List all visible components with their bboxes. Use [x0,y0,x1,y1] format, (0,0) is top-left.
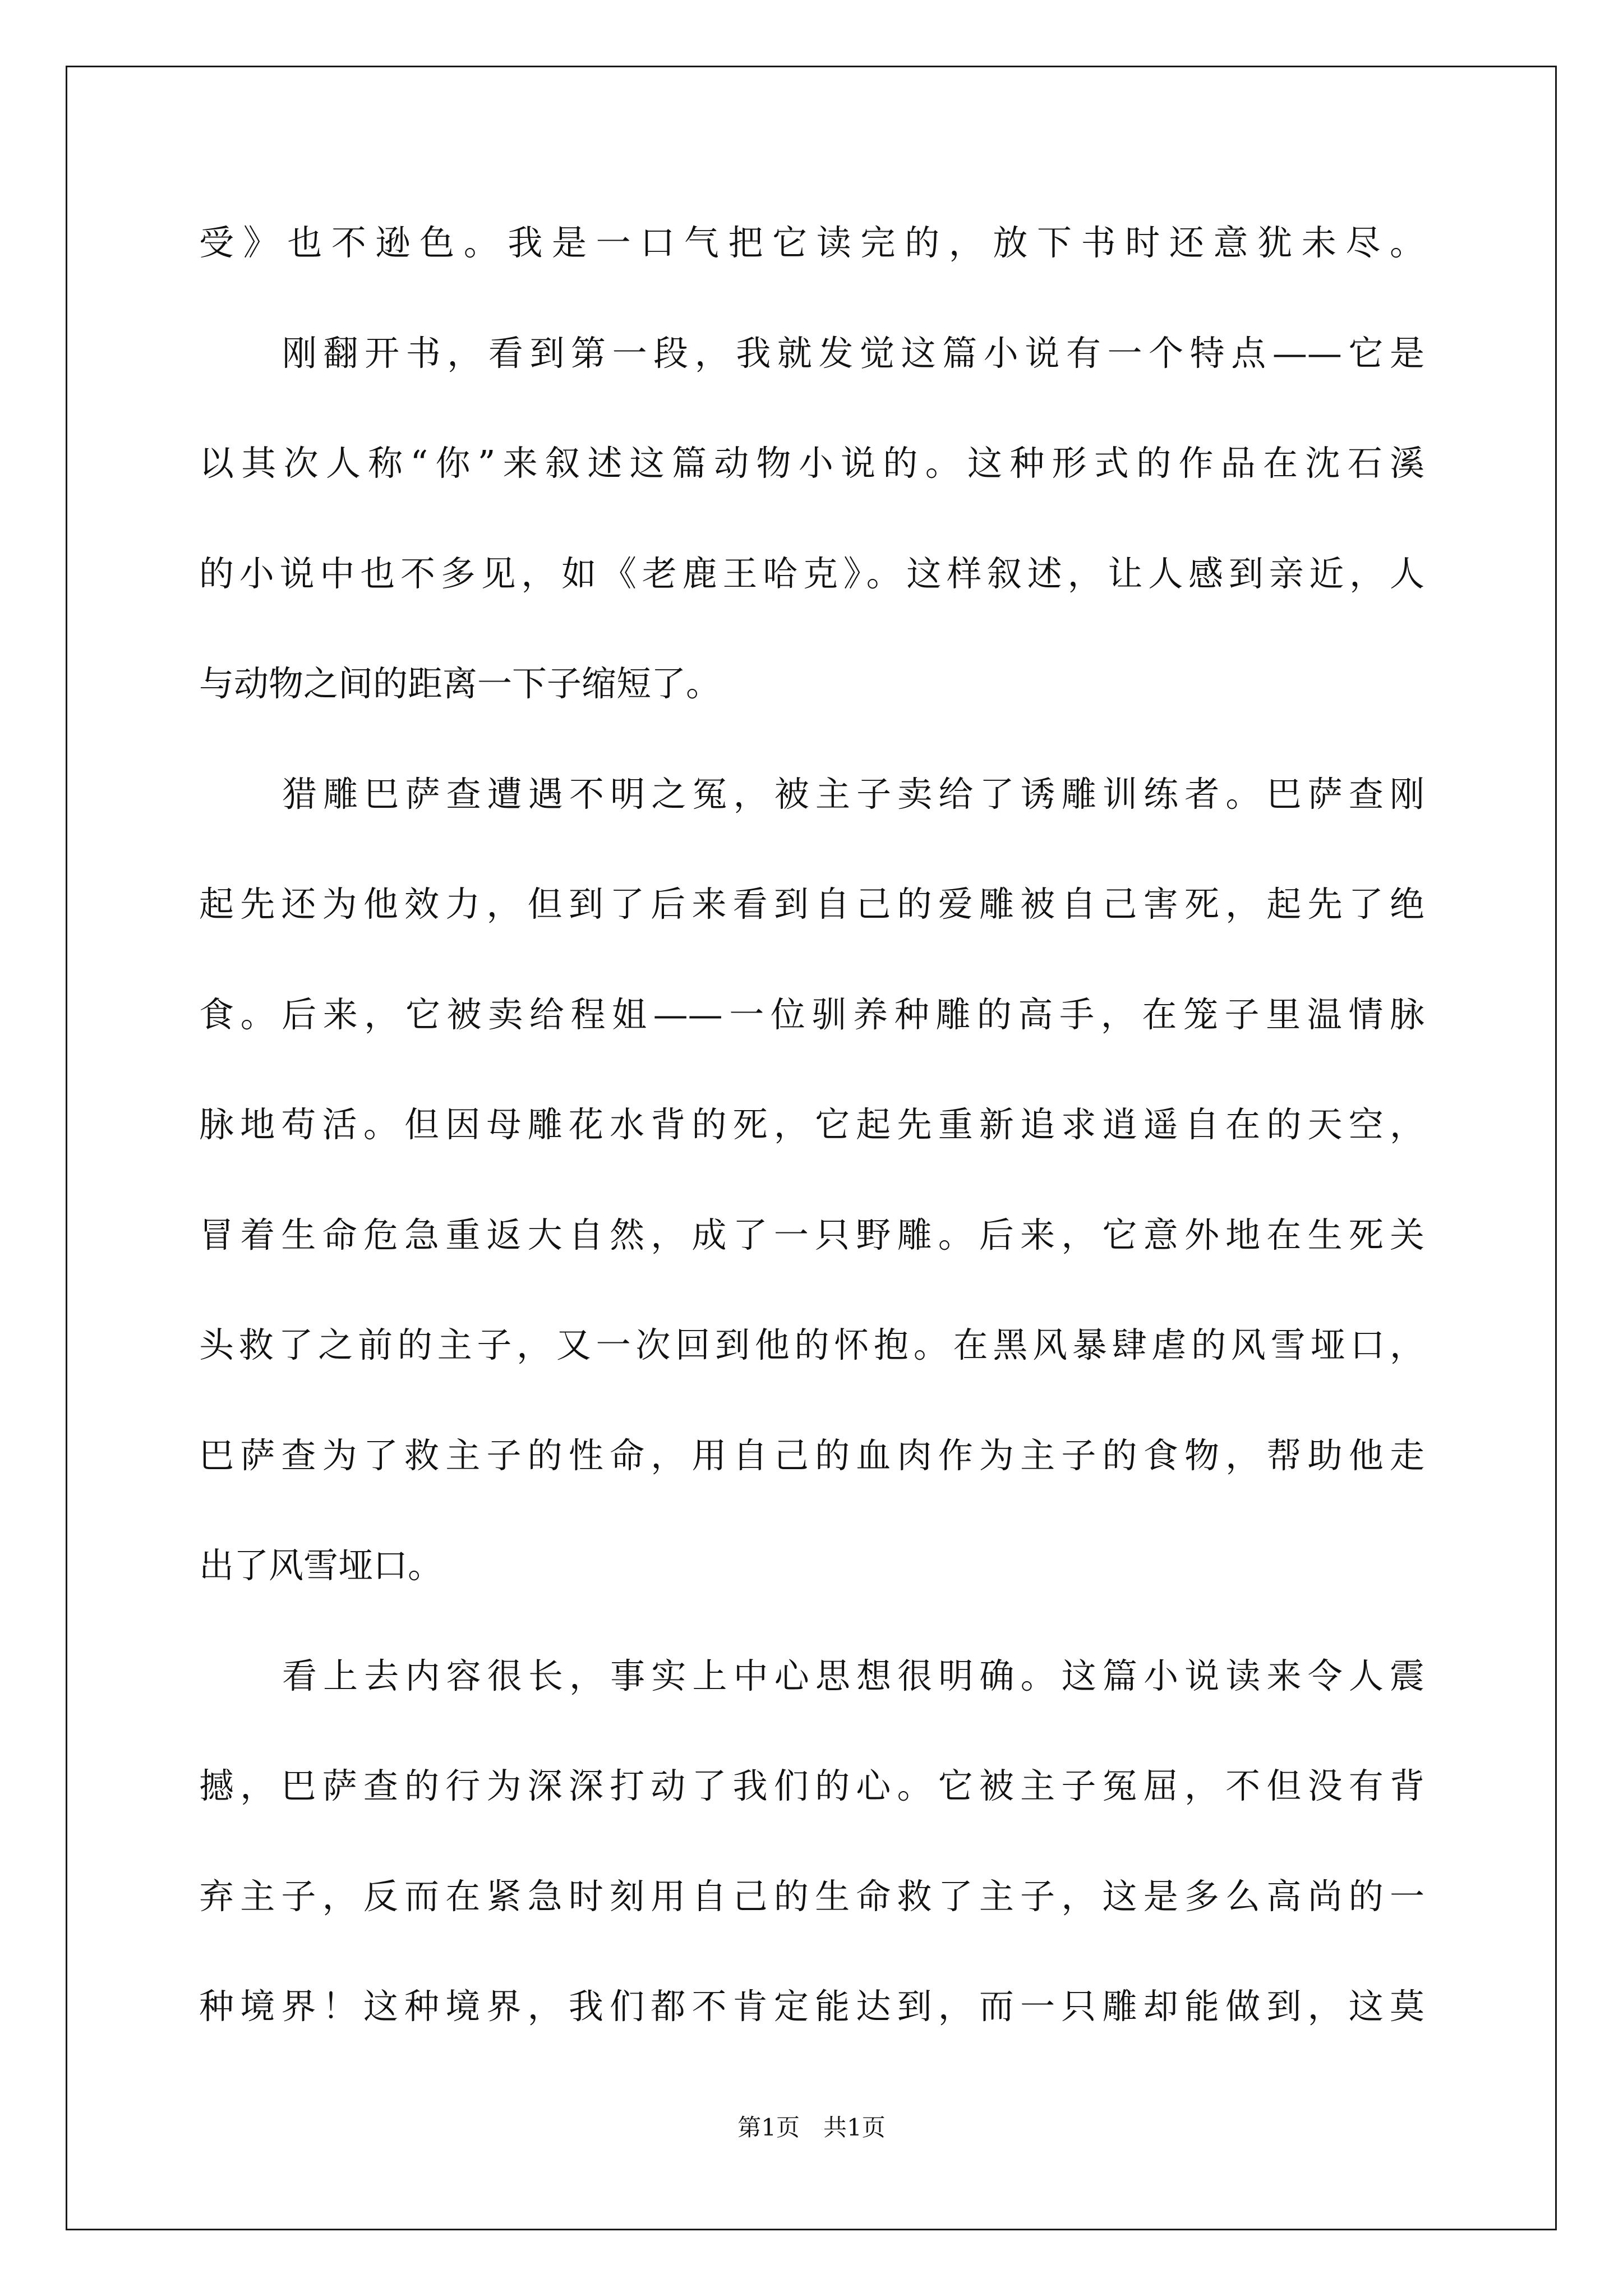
document-body [199,188,1424,2062]
text-line: 起先还为他效力，但到了后来看到自己的爱雕被自己害死，起先了绝 [199,884,1424,924]
text-line: 弃主子，反而在紧急时刻用自己的生命救了主子，这是多么高尚的一 [199,1875,1424,1917]
text-line: 冒着生命危急重返大自然，成了一只野雕。后来，它意外地在生死关 [199,1214,1424,1255]
text-line: 以其次人称“你”来叙述这篇动物小说的。这种形式的作品在沈石溪 [199,443,1424,484]
text-line: 刚翻开书，看到第一段，我就发觉这篇小说有一个特点——它是 [282,332,1424,374]
text-line: 食。后来，它被卖给程姐——一位驯养种雕的高手，在笼子里温情脉 [199,993,1424,1035]
text-line: 撼，巴萨查的行为深深打动了我们的心。它被主子冤屈，不但没有背 [199,1765,1424,1806]
text-line: 的小说中也不多见，如《老鹿王哈克》。这样叙述，让人感到亲近，人 [199,553,1424,594]
text-line: 与动物之间的距离一下子缩短了。 [199,663,721,704]
text-line: 种境界！这种境界，我们都不肯定能达到，而一只雕却能做到，这莫 [199,1986,1424,2027]
text-line: 看上去内容很长，事实上中心思想很明确。这篇小说读来令人震 [282,1655,1424,1696]
text-line: 头救了之前的主子，又一次回到他的怀抱。在黑风暴肆虐的风雪垭口， [199,1324,1424,1365]
text-line: 巴萨查为了救主子的性命，用自己的血肉作为主子的食物，帮助他走 [199,1434,1424,1476]
text-line: 出了风雪垭口。 [199,1545,443,1586]
text-line: 猎雕巴萨查遭遇不明之冤，被主子卖给了诱雕训练者。巴萨查刚 [282,773,1424,815]
text-line: 受》也不逊色。我是一口气把它读完的，放下书时还意犹未尽。 [199,222,1424,263]
page-number-footer: 第1页 共1页 [737,2114,886,2141]
text-line: 脉地苟活。但因母雕花水背的死，它起先重新追求逍遥自在的天空， [199,1104,1424,1145]
